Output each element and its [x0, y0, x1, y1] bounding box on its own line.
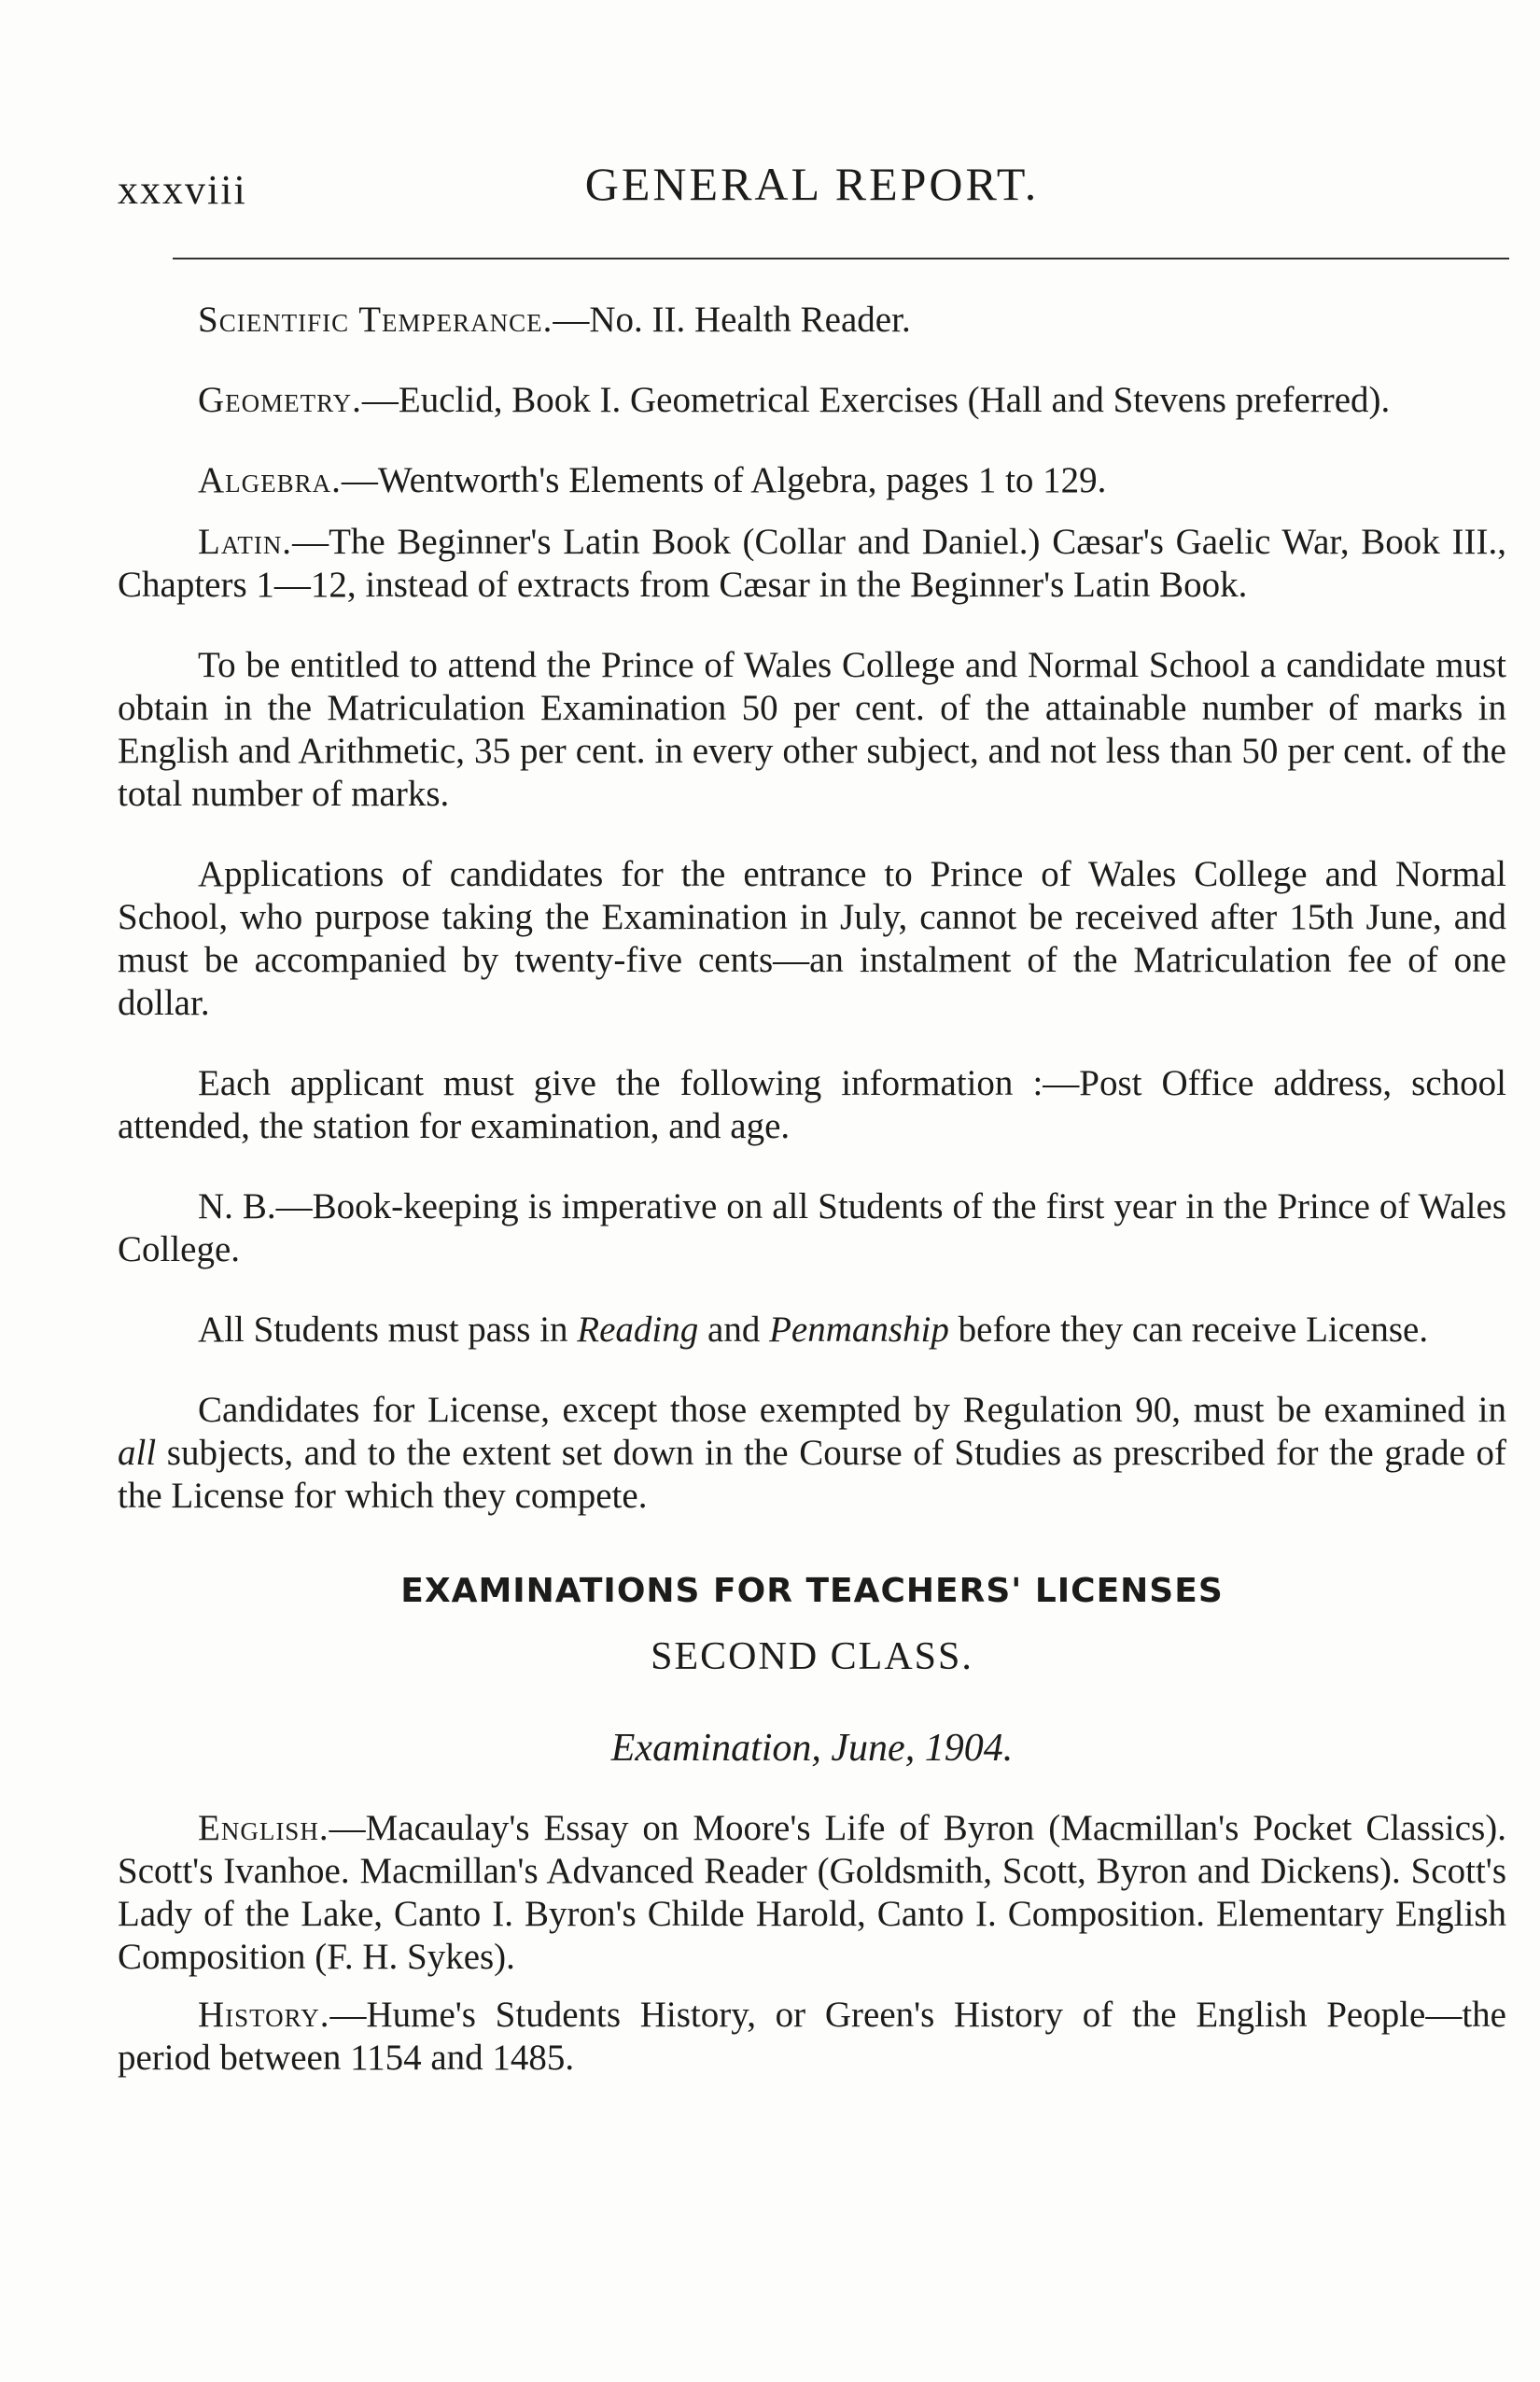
text-run: Candidates for License, except those exempted by Regulation 90, must be examined in [198, 1390, 1506, 1430]
exam-date: Examination, June, 1904. [610, 1727, 1014, 1770]
subject-heading: Latin. [198, 522, 293, 562]
text-run: and [698, 1310, 770, 1350]
subject-text: —Wentworth's Elements of Algebra, pages 1 to 129. [341, 460, 1107, 500]
paragraph-candidates [118, 1389, 1506, 1518]
subject-heading: Geometry. [198, 380, 362, 420]
paragraph-algebra [118, 459, 1506, 502]
text-run: before they can receive License. [948, 1310, 1429, 1350]
subject-heading: English. [198, 1808, 329, 1848]
header-rule [173, 258, 1509, 259]
emphasis-penmanship: Penmanship [769, 1310, 949, 1350]
text-run: subjects, and to the extent set down in the Course of Studies as prescribed for the grade of the License for which they compete. [118, 1433, 1506, 1516]
emphasis-reading: Reading [577, 1310, 699, 1350]
page-header [118, 157, 1506, 222]
page-number: xxxviii [118, 167, 247, 213]
paragraph-applications: Applications of candidates for the entrance to Prince of Wales College and Normal School, who purpose taking the Examination in July, cannot be received after 15th June, and must be accompanied by twenty-five cents—an instalment of the Matriculation fee of one dollar. [118, 854, 1506, 1023]
subject-heading: History. [198, 1995, 330, 2035]
paragraph-entitled: To be entitled to attend the Prince of Wales College and Normal School a candidate must obtain in the Matriculation Examination 50 per cent. of the attainable number of marks in English and Arithmetic, 35 per cent. in every other subject, and not less than 50 per cent. of the total number of marks. [118, 645, 1506, 814]
running-title: GENERAL REPORT. [584, 158, 1040, 210]
body-text [118, 299, 1506, 2095]
subject-text: —The Beginner's Latin Book (Collar and Daniel.) Cæsar's Gaelic War, Book III., Chapters 1—12, instead of extracts from Cæsar in the Beginner's Latin Book. [118, 522, 1506, 605]
emphasis-all: all [118, 1433, 157, 1473]
subject-heading: Scientific Temperance. [198, 300, 553, 340]
paragraph-nota-bene: N. B.—Book-keeping is imperative on all Students of the first year in the Prince of Wales College. [118, 1186, 1506, 1269]
paragraph-each-applicant: Each applicant must give the following information :—Post Office address, school attended, the station for examination, and age. [118, 1063, 1506, 1146]
text-run: All Students must pass in [198, 1310, 578, 1350]
paragraph-geometry [118, 379, 1506, 422]
subject-heading: Algebra. [198, 460, 342, 500]
paragraph-latin [118, 521, 1506, 607]
paragraph-history [118, 1994, 1506, 2080]
subject-text: —Euclid, Book I. Geometrical Exercises (Hall and Stevens preferred). [361, 380, 1391, 420]
paragraph-temperance [118, 299, 1506, 342]
section-heading: EXAMINATIONS FOR TEACHERS' LICENSES [400, 1572, 1224, 1610]
subject-text: —No. II. Health Reader. [553, 300, 911, 340]
paragraph-english [118, 1807, 1506, 1979]
subject-text: —Hume's Students History, or Green's History of the English People—the period between 1154 and 1485. [118, 1995, 1506, 2078]
class-heading: SECOND CLASS. [651, 1635, 973, 1678]
paragraph-students [118, 1309, 1506, 1352]
subject-text: —Macaulay's Essay on Moore's Life of Byron (Macmillan's Pocket Classics). Scott's Ivanhoe. Macmillan's Advanced Reader (Goldsmith, Scott, Byron and Dickens). Scott's Lady of the Lake, Canto I. Byron's Childe Harold, Canto I. Composition. Elementary English Composition (F. H. Sykes). [118, 1808, 1506, 1977]
